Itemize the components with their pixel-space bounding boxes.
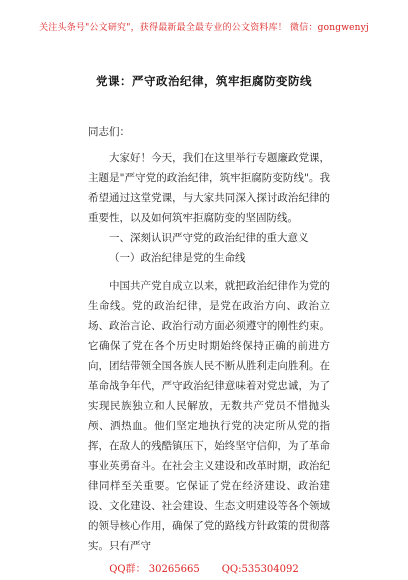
body-paragraph: 中国共产党自成立以来，就把政治纪律作为党的生命线。党的政治纪律，是党在政治方向、政治立场、政治言论、政治行动方面必须遵守的刚性约束。它确保了党在各个历史时期始终保持正确的前进方向，团结带领全国各族人民不断从胜利走向胜利。在革命战争年代，严守政治纪律意味着对党忠诚，为了实现民族独立和人民解放，无数共产党员不惜抛头颅、洒热血。他们坚定地执行党的决定所从党的指挥，在敌人的残酷镇压下，始终坚守信仰，为了革命事业英勇奋斗。在社会主义建设和改革时期，政治纪律同样至关重要。它保证了党在经济建设、政治建设、文化建设、社会建设、生态文明建设等各个领域的领导核心作用，确保了党的路线方针政策的贯彻落实。只有严守 [88, 280, 330, 552]
document-title: 党课：严守政治纪律，筑牢拒腐防变防线 [96, 74, 312, 88]
contact-footer [0, 560, 408, 575]
promo-header: 关注头条号"公文研究"，获得最新最全最专业的公文资料库！ 微信：gongwenyj [39, 23, 369, 33]
qq-group: QQ群： 30265665 [109, 564, 200, 575]
subsection-heading: （一）政治纪律是党的生命线 [109, 252, 246, 264]
document-body [88, 122, 330, 556]
intro-paragraph: 大家好！今天，我们在这里举行专题廉政党课，主题是"严守党的政治纪律，筑牢拒腐防变防线"。我希望通过这堂党课，与大家共同深入探讨政治纪律的重要性，以及如何筑牢拒腐防变的坚固防线。 [88, 152, 330, 224]
greeting: 同志们： [88, 126, 130, 138]
qq-number: QQ:535304092 [221, 564, 299, 575]
section-heading: 一、深刻认识严守党的政治纪律的重大意义 [109, 232, 309, 244]
